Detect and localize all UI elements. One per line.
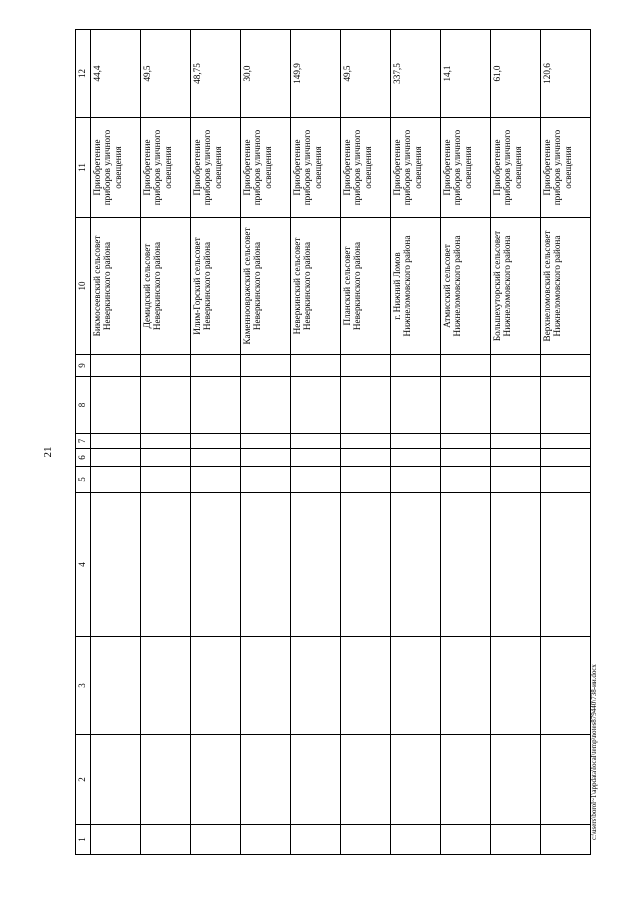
empty-cell (441, 467, 491, 493)
column-number: 11 (76, 118, 91, 218)
empty-cell (191, 449, 241, 467)
column-number: 7 (76, 434, 91, 449)
empty-cell (441, 434, 491, 449)
empty-cell (191, 825, 241, 855)
empty-cell (541, 449, 591, 467)
empty-cell (541, 493, 591, 637)
empty-cell (491, 377, 541, 434)
table-row (291, 30, 341, 855)
purpose-cell: Приобретение приборов уличного освещения (491, 118, 541, 218)
empty-cell (541, 377, 591, 434)
empty-cell (91, 377, 141, 434)
municipality-cell: г. Нижний Ломов Нижнеломовского района (391, 218, 441, 355)
empty-cell (191, 434, 241, 449)
empty-cell (141, 467, 191, 493)
empty-cell (291, 493, 341, 637)
amount-cell: 30,0 (241, 30, 291, 118)
empty-cell (441, 355, 491, 377)
purpose-cell: Приобретение приборов уличного освещения (291, 118, 341, 218)
column-number: 2 (76, 735, 91, 825)
amount-cell: 14,1 (441, 30, 491, 118)
empty-cell (91, 637, 141, 735)
empty-cell (291, 434, 341, 449)
empty-cell (91, 735, 141, 825)
empty-cell (291, 377, 341, 434)
empty-cell (541, 735, 591, 825)
purpose-cell: Приобретение приборов уличного освещения (341, 118, 391, 218)
empty-cell (91, 449, 141, 467)
empty-cell (291, 467, 341, 493)
empty-cell (491, 467, 541, 493)
municipality-cell: Бикмосеевский сельсовет Неверкинского района (91, 218, 141, 355)
empty-cell (291, 355, 341, 377)
empty-cell (291, 735, 341, 825)
column-number: 5 (76, 467, 91, 493)
empty-cell (341, 825, 391, 855)
purpose-cell: Приобретение приборов уличного освещения (191, 118, 241, 218)
page-number: 21 (42, 446, 54, 458)
municipality-cell: Планский сельсовет Неверкинского района (341, 218, 391, 355)
rotated-table-container (75, 30, 585, 855)
empty-cell (191, 355, 241, 377)
municipality-cell: Верхнеломовский сельсовет Нижнеломовского района (541, 218, 591, 355)
empty-cell (491, 449, 541, 467)
empty-cell (141, 355, 191, 377)
empty-cell (441, 735, 491, 825)
empty-cell (491, 825, 541, 855)
empty-cell (491, 355, 541, 377)
municipality-cell: Большехуторский сельсовет Нижнеломовского района (491, 218, 541, 355)
empty-cell (141, 493, 191, 637)
empty-cell (541, 434, 591, 449)
table-row (191, 30, 241, 855)
empty-cell (191, 467, 241, 493)
empty-cell (241, 493, 291, 637)
amount-cell: 44,4 (91, 30, 141, 118)
purpose-cell: Приобретение приборов уличного освещения (441, 118, 491, 218)
empty-cell (391, 825, 441, 855)
amount-cell: 149,9 (291, 30, 341, 118)
column-number: 8 (76, 377, 91, 434)
amount-cell: 49,5 (341, 30, 391, 118)
table-row (491, 30, 541, 855)
empty-cell (91, 355, 141, 377)
table-row (91, 30, 141, 855)
empty-cell (391, 377, 441, 434)
empty-cell (291, 637, 341, 735)
empty-cell (241, 825, 291, 855)
column-number: 10 (76, 218, 91, 355)
empty-cell (541, 355, 591, 377)
empty-cell (441, 637, 491, 735)
empty-cell (341, 637, 391, 735)
table-row (541, 30, 591, 855)
empty-cell (341, 735, 391, 825)
municipality-cell: Демидский сельсовет Неверкинского района (141, 218, 191, 355)
empty-cell (541, 637, 591, 735)
empty-cell (491, 493, 541, 637)
empty-cell (91, 434, 141, 449)
empty-cell (391, 735, 441, 825)
empty-cell (441, 449, 491, 467)
empty-cell (141, 825, 191, 855)
amount-cell: 48,75 (191, 30, 241, 118)
empty-cell (391, 355, 441, 377)
amount-cell: 49,5 (141, 30, 191, 118)
purpose-cell: Приобретение приборов уличного освещения (141, 118, 191, 218)
purpose-cell: Приобретение приборов уличного освещения (91, 118, 141, 218)
empty-cell (341, 434, 391, 449)
column-number: 4 (76, 493, 91, 637)
table-body (76, 30, 591, 855)
empty-cell (491, 637, 541, 735)
table-row (441, 30, 491, 855)
empty-cell (241, 377, 291, 434)
empty-cell (241, 449, 291, 467)
table-row (141, 30, 191, 855)
table-row (241, 30, 291, 855)
empty-cell (341, 493, 391, 637)
empty-cell (391, 637, 441, 735)
empty-cell (241, 467, 291, 493)
empty-cell (191, 493, 241, 637)
purpose-cell: Приобретение приборов уличного освещения (241, 118, 291, 218)
empty-cell (241, 355, 291, 377)
empty-cell (541, 467, 591, 493)
empty-cell (241, 434, 291, 449)
empty-cell (241, 735, 291, 825)
empty-cell (191, 377, 241, 434)
column-number: 9 (76, 355, 91, 377)
empty-cell (441, 377, 491, 434)
empty-cell (141, 449, 191, 467)
municipality-cell: Илим-Горский сельсовет Неверкинского района (191, 218, 241, 355)
empty-cell (491, 434, 541, 449)
empty-cell (391, 467, 441, 493)
municipality-cell: Каменноовражский сельсовет Неверкинского района (241, 218, 291, 355)
empty-cell (141, 434, 191, 449)
column-number: 12 (76, 30, 91, 118)
empty-cell (341, 467, 391, 493)
footer-file-path: c:\users\borol~1\appdata\local\temp\notes879440\738-ии.docx (590, 664, 598, 840)
empty-cell (341, 355, 391, 377)
column-number: 6 (76, 449, 91, 467)
purpose-cell: Приобретение приборов уличного освещения (391, 118, 441, 218)
purpose-cell: Приобретение приборов уличного освещения (541, 118, 591, 218)
empty-cell (141, 377, 191, 434)
empty-cell (191, 637, 241, 735)
column-number: 3 (76, 637, 91, 735)
table-row (341, 30, 391, 855)
empty-cell (441, 493, 491, 637)
table-row (391, 30, 441, 855)
empty-cell (141, 735, 191, 825)
municipality-cell: Неверкинский сельсовет Неверкинского района (291, 218, 341, 355)
empty-cell (191, 735, 241, 825)
empty-cell (241, 637, 291, 735)
column-number: 1 (76, 825, 91, 855)
empty-cell (391, 434, 441, 449)
amount-cell: 120,6 (541, 30, 591, 118)
empty-cell (141, 637, 191, 735)
empty-cell (291, 825, 341, 855)
empty-cell (91, 825, 141, 855)
empty-cell (391, 449, 441, 467)
empty-cell (441, 825, 491, 855)
column-number-row (76, 30, 91, 855)
empty-cell (91, 467, 141, 493)
amount-cell: 337,5 (391, 30, 441, 118)
empty-cell (91, 493, 141, 637)
amount-cell: 61,0 (491, 30, 541, 118)
empty-cell (541, 825, 591, 855)
municipality-cell: Атмисский сельсовет Нижнеломовского района (441, 218, 491, 355)
empty-cell (341, 449, 391, 467)
empty-cell (391, 493, 441, 637)
empty-cell (341, 377, 391, 434)
data-table (75, 29, 591, 855)
empty-cell (491, 735, 541, 825)
empty-cell (291, 449, 341, 467)
